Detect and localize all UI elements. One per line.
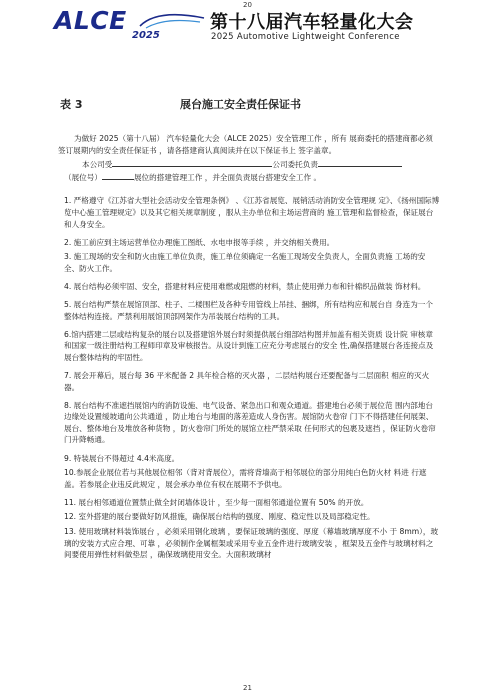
top-page-number: 20 — [243, 1, 252, 9]
conference-title-en: 2025 Automotive Lightweight Conference — [211, 32, 400, 42]
company-prefix: 本公司受 — [82, 160, 113, 170]
document-title: 展台施工安全责任保证书 — [180, 98, 301, 111]
clause-item: 9. 特装展台不得超过 4.4米高度。 — [64, 453, 180, 463]
clause-item: 1. 严格遵守《江苏省大型社会活动安全管理条例》 、《江苏省展览、展销活动消防安全管理规 定》、《扬州国际博览中心施工管理规定》以及其它相关规章制度 ，服从主办单位和主场运营商的 施工管理和监督检查，保证展台和人身安全。 — [64, 196, 440, 229]
clause-item: 8. 展台结构不准遮挡展馆内的消防设施、电气设备、紧急出口和观众通道。搭建地台必须于展位范 围内部地台边缘处设置缓坡通向公共通道 ，防止地台与地面的落差造成人身伤害。展馆防火卷帘 门下不得搭建任何展架、展台、整体地台及堆放各种货物 ，防火卷帘门所处的展馆立柱严禁采取 任何形式的包裹及遮挡 ，保证防火卷帘门升降畅通。 — [64, 400, 436, 445]
clause-item: 4. 展台结构必须牢固、安全，搭建材料应使用难燃或阻燃的材料，禁止使用弹力布和针棉织品做装 饰材料。 — [64, 281, 426, 291]
booth-line — [58, 171, 440, 184]
booth-blank — [102, 171, 134, 180]
company-middle: 公司委托负责 — [272, 160, 318, 170]
clause-item: 11. 展台相邻通道位置禁止做全封闭墙体设计 ，至少每一面相邻通道位置有 50% 的开放。 — [64, 497, 369, 507]
responsible-blank — [318, 158, 402, 167]
conference-title-cn: 第十八届汽车轻量化大会 — [210, 12, 414, 33]
conference-header — [50, 8, 450, 44]
alce-logo — [54, 8, 204, 44]
logo-word: ALCE — [54, 6, 127, 35]
clause-item: 10.参展企业展位若与其他展位相邻（背对背展位），需将背墙高于相邻展位的部分用纯白色防火材 料进 行遮盖。若参展企业违反此规定 ，展会承办单位有权在展期不予供电。 — [64, 468, 427, 489]
car-swoosh-icon — [138, 10, 208, 32]
logo-year: 2025 — [132, 30, 160, 41]
document-body — [58, 133, 440, 561]
page-number: 21 — [243, 684, 252, 692]
booth-prefix: （展位号） — [64, 172, 102, 182]
clause-item: 13. 使用玻璃材料装饰展台 ，必须采用钢化玻璃 ，要保证玻璃的强度、厚度（幕墙玻璃厚度不小 于 8mm），玻璃的安装方式应合理、可靠 ，必须制作金属框架或采用专业五金件进行玻璃安装 ，框架及五金件与玻璃材料之间要使用弹性材料做垫层 ，确保玻璃使用安全。大面积玻璃材 — [64, 527, 439, 560]
table-number: 表 3 — [60, 98, 83, 111]
clause-item: 12. 室外搭建的展台要做好防风措施，确保展台结构的强度、刚度、稳定性以及局部稳定性。 — [64, 512, 375, 522]
clause-item: 2. 施工前应到主场运营单位办理施工图纸、水电申报等手续 ，并交纳相关费用。 — [64, 237, 335, 247]
company-line — [58, 158, 440, 171]
booth-suffix: 展位的搭建管理工作 ，并全面负责展台搭建安全工作 。 — [133, 172, 322, 182]
clause-item: 5. 展台结构严禁在展馆顶部、柱子、二楼围栏及各种专用管线上吊挂、捆绑，所有结构应和展台自 身连为一个整体结构连接。严禁利用展馆顶部网架作为吊装展台结构的工具。 — [64, 300, 433, 321]
intro-paragraph: 为做好 2025（第十八届） 汽车轻量化大会（ALCE 2025）安全管理工作 ，所有 展商委托的搭建商都必须签订展期内的安全责任保证书 ，请各搭建商认真阅读并在以下保证书上 签字盖章。 — [58, 134, 433, 155]
company-blank — [112, 158, 272, 167]
document-title-row — [60, 96, 440, 112]
clause-item: 3. 施工现场的安全和防火由施工单位负责，施工单位须确定一名施工现场安全负责人，全面负责施 工场的安全、防火工作。 — [64, 252, 426, 273]
clause-item: 6.馆内搭建二层或结构复杂的展台以及搭建馆外展台时须提供展台细部结构图并加盖有相关资质 设计院 审核章和国家一级注册结构工程师印章及审核报告。从设计到施工应充分考虑展台的安全 性,确保搭建展台各连接点及展台整体结构的牢固性。 — [64, 329, 434, 362]
clause-item: 7. 展会开幕后，展台每 36 平米配备 2 具年检合格的灭火器 ，二层结构展台还要配备与二层面积 相应的灭火器。 — [64, 371, 430, 392]
